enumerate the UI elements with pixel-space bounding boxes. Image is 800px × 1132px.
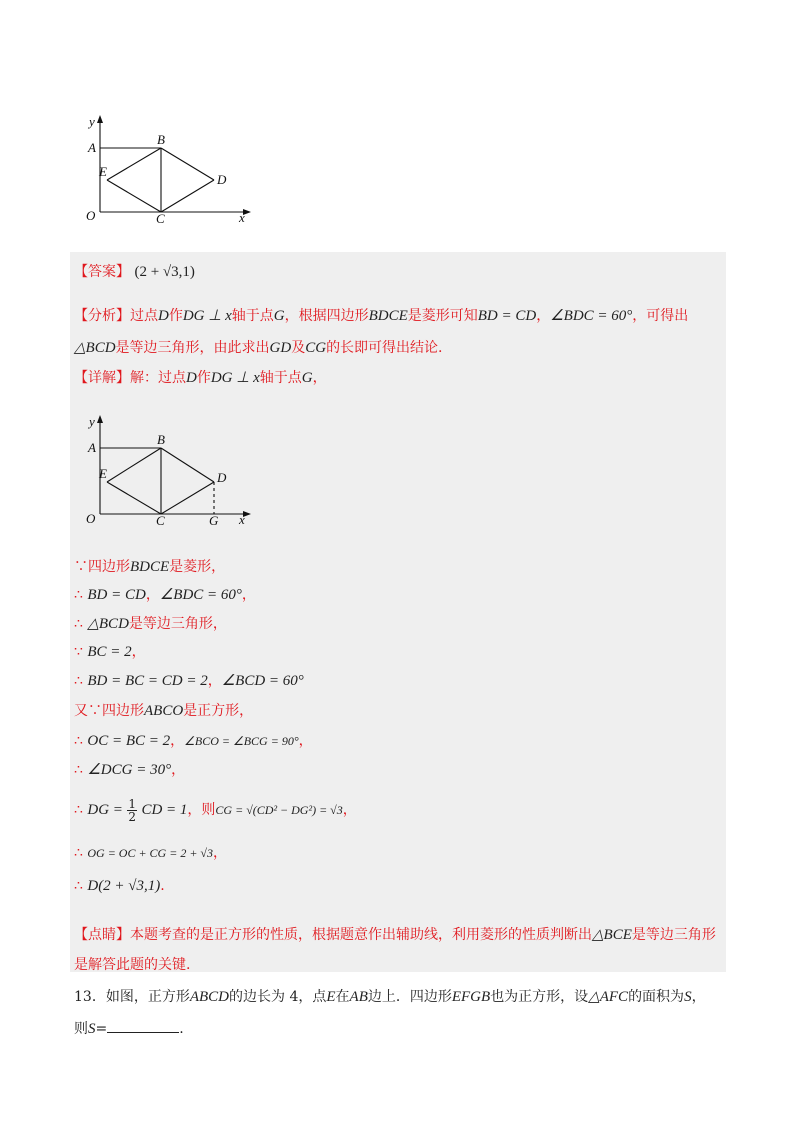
- label-O: O: [86, 208, 96, 223]
- comment-line-2: 是解答此题的关键.: [74, 957, 191, 973]
- fraction-one-half: $\frac{1}{2}$: [128, 796, 136, 824]
- step-1: ∵四边形BDCE是菱形，: [74, 559, 226, 575]
- label-D: D: [217, 470, 227, 485]
- comment-line-1: 【点睛】本题考查的是正方形的性质，根据题意作出辅助线，利用菱形的性质判断出△BCE是等边三角形: [74, 927, 716, 943]
- step-7: ∴ OC = BC = 2，∠BCO = ∠BCG = 90°，: [74, 733, 313, 749]
- segment-EC: [107, 482, 161, 514]
- analysis-line-1: 【分析】过点D作DG ⊥ x轴于点G，根据四边形BDCE是菱形可知BD = CD，∠BDC = 60°，可得出: [74, 308, 689, 324]
- label-B: B: [157, 132, 165, 147]
- label-x: x: [239, 210, 245, 225]
- label-A: A: [88, 140, 96, 155]
- label-y: y: [89, 114, 95, 129]
- label-C: C: [156, 513, 165, 527]
- detail-line: 【详解】解：过点D作DG ⊥ x轴于点G，: [74, 370, 327, 386]
- segment-EC: [107, 180, 161, 212]
- label-y: y: [89, 414, 95, 429]
- comment-label: 【点睛】: [74, 927, 130, 943]
- solution-panel: [70, 252, 726, 972]
- analysis-line-2: △BCD是等边三角形，由此求出GD及CG的长即可得出结论.: [74, 340, 443, 356]
- label-E: E: [99, 466, 107, 481]
- answer-label: 【答案】: [74, 264, 130, 280]
- segment-BD: [161, 448, 214, 482]
- label-G: G: [209, 513, 219, 527]
- segment-EB: [107, 148, 161, 180]
- answer-blank[interactable]: [107, 1020, 179, 1033]
- step-11: ∴ D(2 + √3,1).: [74, 878, 165, 894]
- segment-DC: [161, 180, 214, 212]
- segment-DC: [161, 482, 214, 514]
- figure-2-diagram: [80, 412, 260, 527]
- question-13-line-1: 13．如图，正方形ABCD的边长为 4，点E在AB边上．四边形EFGB也为正方形，设△AFC的面积为S，: [74, 989, 706, 1005]
- segment-BD: [161, 148, 214, 180]
- y-arrow: [97, 115, 103, 123]
- step-3: ∴ △BCD是等边三角形，: [74, 616, 227, 632]
- step-10: ∴ OG = OC + CG = 2 + √3，: [74, 845, 228, 861]
- y-arrow: [97, 415, 103, 423]
- label-E: E: [99, 164, 107, 179]
- step-6: 又∵四边形ABCO是正方形，: [74, 703, 254, 719]
- label-A: A: [88, 440, 96, 455]
- answer-line: [74, 262, 195, 282]
- label-O: O: [86, 511, 96, 526]
- step-5: ∴ BD = BC = CD = 2，∠BCD = 60°: [74, 673, 304, 689]
- figure-1-diagram: [80, 112, 260, 227]
- step-9: ∴ DG = $\frac{1}{2}$ CD = 1，则CG = √(CD² − DG²) = √3，: [74, 796, 357, 824]
- step-4: ∵ BC = 2，: [74, 644, 146, 660]
- detail-label: 【详解】: [74, 370, 130, 386]
- answer-value: (2 + √3,1): [134, 264, 195, 280]
- step-2: ∴ BD = CD，∠BDC = 60°，: [74, 587, 256, 603]
- label-x: x: [239, 512, 245, 527]
- step-8: ∴ ∠DCG = 30°，: [74, 762, 186, 778]
- label-D: D: [217, 172, 227, 187]
- label-C: C: [156, 211, 165, 226]
- label-B: B: [157, 432, 165, 447]
- segment-EB: [107, 448, 161, 482]
- question-13-line-2: 则S= .: [74, 1021, 184, 1037]
- analysis-label: 【分析】: [74, 308, 130, 324]
